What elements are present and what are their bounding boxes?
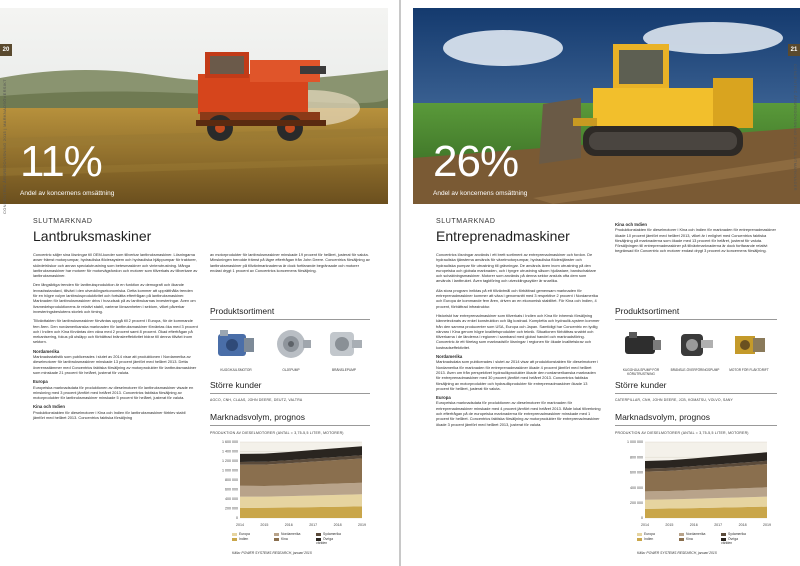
hero-caption: Andel av koncernens omsättning — [433, 190, 528, 197]
chart-subtitle: PRODUKTION AV DIESELMOTORER (ANTAL = 3,75-5,5 LITER, MOTORER) — [615, 431, 749, 435]
product-fuel-transfer-pump — [669, 326, 721, 373]
legend-swatch — [679, 538, 684, 541]
chart-subtitle: PRODUKTION AV DIESELMOTORER (ANTAL = 3,75-5,5 LITER, MOTORER) — [210, 431, 344, 435]
customers-heading: Större kunder — [210, 380, 370, 394]
legend-item — [679, 537, 707, 545]
x-tick-label: 2015 — [665, 523, 674, 527]
legend-swatch — [232, 533, 237, 536]
legend-label: Kina — [686, 537, 693, 541]
subheading-nordamerika: Nordamerika — [436, 354, 463, 360]
legend-label: Europa — [644, 532, 655, 536]
x-tick-label: 2014 — [641, 523, 649, 527]
legend-label: Indien — [239, 537, 249, 541]
fuel-pump-icon — [322, 326, 366, 362]
product-label: OLJEPUMP — [282, 368, 300, 372]
y-tick-label: 200 000 — [630, 501, 643, 505]
subheading-europa: Europa — [436, 395, 451, 401]
chart-legend — [232, 532, 344, 546]
hero-percent: 11% — [20, 137, 102, 186]
page-title: Lantbruksmaskiner — [33, 228, 152, 244]
y-tick-label: 600 000 — [630, 470, 643, 475]
chart-source: Källa: POWER SYSTEMS RESEARCH, januari 2015 — [637, 551, 717, 555]
chart-source: Källa: POWER SYSTEMS RESEARCH, januari 2015 — [232, 551, 312, 555]
y-tick-label: 1 000 000 — [222, 468, 238, 473]
y-tick-label: 0 — [236, 516, 238, 521]
y-tick-label: 0 — [641, 516, 643, 521]
left-page — [0, 0, 399, 566]
legend-swatch — [274, 533, 279, 536]
y-tick-label: 1 600 000 — [222, 440, 238, 445]
oil-pump-icon — [269, 326, 313, 362]
hero-caption: Andel av koncernens omsättning — [20, 190, 115, 197]
product-label: BRÄNSLEPUMP — [331, 368, 357, 372]
legend-swatch — [274, 538, 279, 541]
legend-label: Indien — [644, 537, 654, 541]
legend-swatch — [637, 533, 642, 536]
subheading-europa: Europa — [33, 379, 48, 385]
customers-list: CATERPILLAR, CNH, JOHN DEERE, JCB, KOMATSU, VOLVO, SANY — [615, 398, 734, 402]
x-tick-label: 2019 — [763, 523, 771, 527]
subheading-kina-indien: Kina och Indien — [615, 222, 647, 227]
legend-swatch — [679, 533, 684, 536]
x-tick-label: 2016 — [284, 523, 293, 527]
x-tick-label: 2018 — [333, 523, 342, 527]
legend-label: Nordamerika — [281, 532, 301, 536]
legend-item — [637, 532, 665, 536]
body-column-1 — [33, 252, 198, 424]
product-oil-pump — [265, 326, 317, 373]
legend-swatch — [316, 533, 321, 536]
product-gear-motor — [210, 326, 262, 373]
hero-percent: 26% — [433, 137, 519, 186]
paragraph: Alla stora program inriktas på ett tillväxtmål och förbättrad gemensam marknaden för entreprenadmaskiner kommer att växa i genomsnitt med 3 respektive 2 procent i Nordamerika och Europa de kommande fem åren, driven av en ekonomisk stabilitet. För Kina och Indien, 4 procent, förbättrad infrastruktur. — [436, 287, 598, 309]
x-tick-label: 2019 — [358, 523, 366, 527]
legend-item — [232, 532, 260, 536]
legend-item — [721, 532, 749, 536]
paragraph: Concentric säljer sina lösningar till OEM-kunder som tillverkar lantbruksmaskiner. Lösningarna avser främst motorpumpar, hydrauliska flödessystem och hydrauliska hjälppumpar för traktorer, skördetröskor och annan specialutrustning som betesmaskiner och vinterutrustning. Många lantbruksmaskiner har motorer för motorvägsfordon och motorer som tillverkats av tillverkare av lantbruksmaskiner. — [33, 252, 198, 279]
x-tick-label: 2016 — [689, 523, 698, 527]
gear-pump-icon — [619, 326, 663, 362]
y-tick-label: 800 000 — [630, 455, 643, 460]
y-tick-label: 1 400 000 — [222, 449, 238, 454]
subheading-nordamerika: Nordamerika — [33, 348, 60, 354]
customers-heading: Större kunder — [615, 380, 777, 394]
paragraph: Produktionstakten för dieselmotorer i Kina och Indien för lantbruksmaskiner förblev stabil jämfört med helåret 2013. Concentrics faktiska försäljning — [33, 409, 186, 421]
body-column-2 — [210, 252, 370, 277]
paragraph: Concentrics lösningar används i ett brett sortiment av entreprenadmaskiner och fordon. De hydrauliska tjänsterna används för växelmotorpumpar, hydrauliska flödestjänster och hydrauliska pumpar för utrustning till grävningar. De används även inom utrustning på den europeiska och globala marknaden, och i tyngre utrustning såsom hjullastare, bandschaktare och schaktningsmaskiner. Motorer som används på denna sektor ansluts ofta dem som används i lantbruket. Även tagkföring och utvecklingscykler är snarlika. — [436, 252, 597, 284]
legend-item — [721, 537, 749, 545]
legend-swatch — [637, 538, 642, 541]
x-tick-label: 2017 — [714, 523, 723, 527]
legend-item — [316, 537, 344, 545]
y-tick-label: 800 000 — [225, 478, 238, 483]
subheading-kina-indien: Kina och Indien — [33, 404, 65, 410]
products-heading: Produktsortiment — [210, 306, 370, 320]
legend-swatch — [232, 538, 237, 541]
page-title: Entreprenadmaskiner — [436, 228, 570, 244]
paragraph: av motorprodukter för lantbruksmaskiner minskade 19 procent för helåret, justerat för valuta. Minskningen berodde främst på lägre efterfrågan från John Deere. Concentrics försäljning av lantbruksmaskiner på tillväxtmarknaderna är dock fortfarande begränsade och motorer endast drygt 1 procent av Concentrics koncernens försäljning. — [210, 252, 370, 273]
products-heading: Produktsortiment — [615, 306, 777, 320]
sidebar-label: CONCENTRIC ÅRSREDOVISNING 2015 | SLUTMARKNADER — [793, 64, 798, 191]
gear-motor-icon — [214, 326, 258, 362]
legend-swatch — [721, 533, 726, 536]
legend-label: Övriga världen — [316, 537, 333, 545]
fan-drive-motor-icon — [727, 326, 771, 362]
y-tick-label: 400 000 — [630, 485, 643, 490]
x-tick-label: 2014 — [236, 523, 244, 527]
legend-item — [316, 532, 344, 536]
paragraph: Produktionstakten för dieselmotorer i Kina och Indien för marknaden för entreprenadmaskiner ökade 10 procent jämfört med helåret 2013, vilket är i enlighet med Concentrics faktiska försäljning på marknaderna som ökade med 13 procent för helåret, justerat för valuta. Försäljningen till entreprenadmaskiner på tillväxtmarknaderna är dock fortfarande relativt begränsad för Concentric och motorer endast drygt 3 procent av koncernens försäljning. — [615, 227, 776, 254]
market-chart-agriculture — [210, 438, 370, 530]
legend-item — [679, 532, 707, 536]
product-gear-pump — [615, 326, 667, 377]
legend-item — [232, 537, 260, 545]
y-tick-label: 600 000 — [225, 487, 238, 492]
hero-image-tractor — [0, 8, 388, 204]
y-tick-label: 200 000 — [225, 506, 238, 511]
hero-image-bulldozer — [413, 8, 800, 204]
paragraph: Den långsiktiga trenden för lantbruksproduktion är en funktion av demografi och ökande levnadsstandard, tillväxt i den utvecklingsekonomiska. Detta kommer att upprätthålla trenden för en högre volym lantbruksproduktivitet och fortsätta efterfrågan på lantbruksmaskiner. Marknaden för lantbruksmaskiner drivs i huvudsak på av lantbrukarnas investeringar. Även om livsmedelsproduktionens är relativt stabil, varierar lönsamheten i sektorn, vilket påverkar investeringsbeslutens storlek och timing. — [33, 282, 196, 314]
product-label: MOTOR FÖR FLÄKTDRIFT — [729, 368, 769, 372]
page-number: 21 — [788, 44, 800, 56]
sidebar-label: CONCENTRIC ÅRSREDOVISNING 2015 | MARKNADSÖVERSIKT — [2, 79, 7, 214]
chart-legend — [637, 532, 749, 546]
x-tick-label: 2017 — [309, 523, 318, 527]
body-column-2 — [615, 218, 777, 258]
paragraph: Historiskt har entreprenadmaskiner som tillverkats i Indien och Kina för inhemsk försäljning kännetecknats av enkel konstruktion och låg kostnad. Kompletta och hydraulik-system kommer från den samma producenter som USA, Europa och Japan. Samtidigt har Concentric en tydlig närvaro i Kina genom högre kvalitetsprodukter och teknik. Situationen förbättras snabbt och tillverkarna i de länderna i regionen i samband med global handel och marknadsföring. Concentric är ett företag som marknadsför lösningar i regionen för ökade kvalitetskrav och kostnadseffektivitet. — [436, 312, 600, 350]
section-kicker: SLUTMARKNAD — [33, 218, 93, 225]
market-chart-construction — [615, 438, 775, 530]
y-tick-label: 1 000 000 — [627, 440, 643, 445]
product-label: BRÄNSLE-ÖVERFÖRINGSPUMP — [670, 368, 720, 372]
paragraph: Europeiska marknadsdata för produktionen av dieselmotorer för lantbruksmaskiner visade en minskning med 3 procent jämfört med helåret 2013. Concentrics faktiska försäljning av motorprodukter för lantbruksmaskiner minskade 5 procent för helåret, justerat för valuta. — [33, 384, 194, 401]
legend-label: Övriga världen — [721, 537, 738, 545]
page-number: 20 — [0, 44, 12, 56]
legend-item — [637, 537, 665, 545]
legend-label: Kina — [281, 537, 288, 541]
legend-label: Nordamerika — [686, 532, 706, 536]
x-tick-label: 2018 — [738, 523, 747, 527]
y-tick-label: 400 000 — [225, 497, 238, 502]
product-fuel-pump — [318, 326, 370, 373]
product-label: KUGGHJULSMOTOR — [220, 368, 252, 372]
fuel-transfer-pump-icon — [673, 326, 717, 362]
legend-item — [274, 537, 302, 545]
legend-label: Sydamerika — [728, 532, 746, 536]
legend-label: Sydamerika — [323, 532, 341, 536]
paragraph: Marknadsstatistik som publicerades i slutet av 2014 visar att produktionen i Nordamerika av dieselmotorer för lantbruksmaskiner minskade 13 procent jämfört med helåret 2013. Detta överensstämmer med Concentrics faktiska försäljning av motorprodukter för lantbruksmaskiner som minskade 21 procent för helåret, justerat för valuta. — [33, 354, 197, 375]
series-area-indien — [240, 506, 362, 518]
market-heading: Marknadsvolym, prognos — [210, 412, 370, 426]
y-tick-label: 1 200 000 — [222, 459, 238, 464]
paragraph: Marknadsdata som publicerades i slutet av 2014 visar att produktionstakten för dieselmotorer i Nordamerika för marknaden för entreprenadmaskiner ökade 4 procent jämfört med helåret 2013. Även om från perspektivet hydraulikprodukter ökade den nordamerikanska marknaden för entreprenadmaskiner med 30 procent jämfört med helåret 2013. Concentrics faktiska försäljning av motorprodukter och hydraulikprodukter för entreprenadmaskiner ökade 13 procent för helåret, justerat för valuta. — [436, 359, 599, 391]
paragraph: Europeiska marknadsdata för produktionen av dieselmotorer för marknaden för entreprenadmaskiner minskade med 4 procent jämfört med helåret 2013. Både lokal tillverkning och efterfrågan på de europeiska marknaderna för entreprenadmaskiner minskade med 1 procent för helåret. Concentrics faktiska försäljning av motorprodukter för entreprenadmaskiner ökade 3 procent jämfört med helåret 2013, justerat för valuta. — [436, 400, 601, 427]
product-fan-drive-motor — [723, 326, 775, 373]
legend-item — [274, 532, 302, 536]
market-heading: Marknadsvolym, prognos — [615, 412, 777, 426]
paragraph: Tillväxttakten för lantbruksmaskiner förväntas uppgå till 2 procent i Europa, för de kommande fem åren. Den nordamerikanska marknaden för lantbruksmaskiner förväntas öka med 3 procent och i Indien och Kina förväntas den växa med 2 procent samt 8 procent. Ökad efterfrågan på mekanisering, fokus på utsläpp och förbättrad bränsleeffektivitet bidrar till denna tillväxt inom sektorn. — [33, 318, 198, 345]
product-label: KUGGHJULSPUMP FÖR KÖRUTRUSTNING — [622, 368, 660, 376]
legend-label: Europa — [239, 532, 250, 536]
x-tick-label: 2015 — [260, 523, 269, 527]
section-kicker: SLUTMARKNAD — [436, 218, 496, 225]
right-page — [401, 0, 800, 566]
customers-list: AGCO, CNH, CLAAS, JOHN DEERE, DEUTZ, VALTRA — [210, 398, 303, 402]
body-column-1 — [436, 252, 601, 431]
